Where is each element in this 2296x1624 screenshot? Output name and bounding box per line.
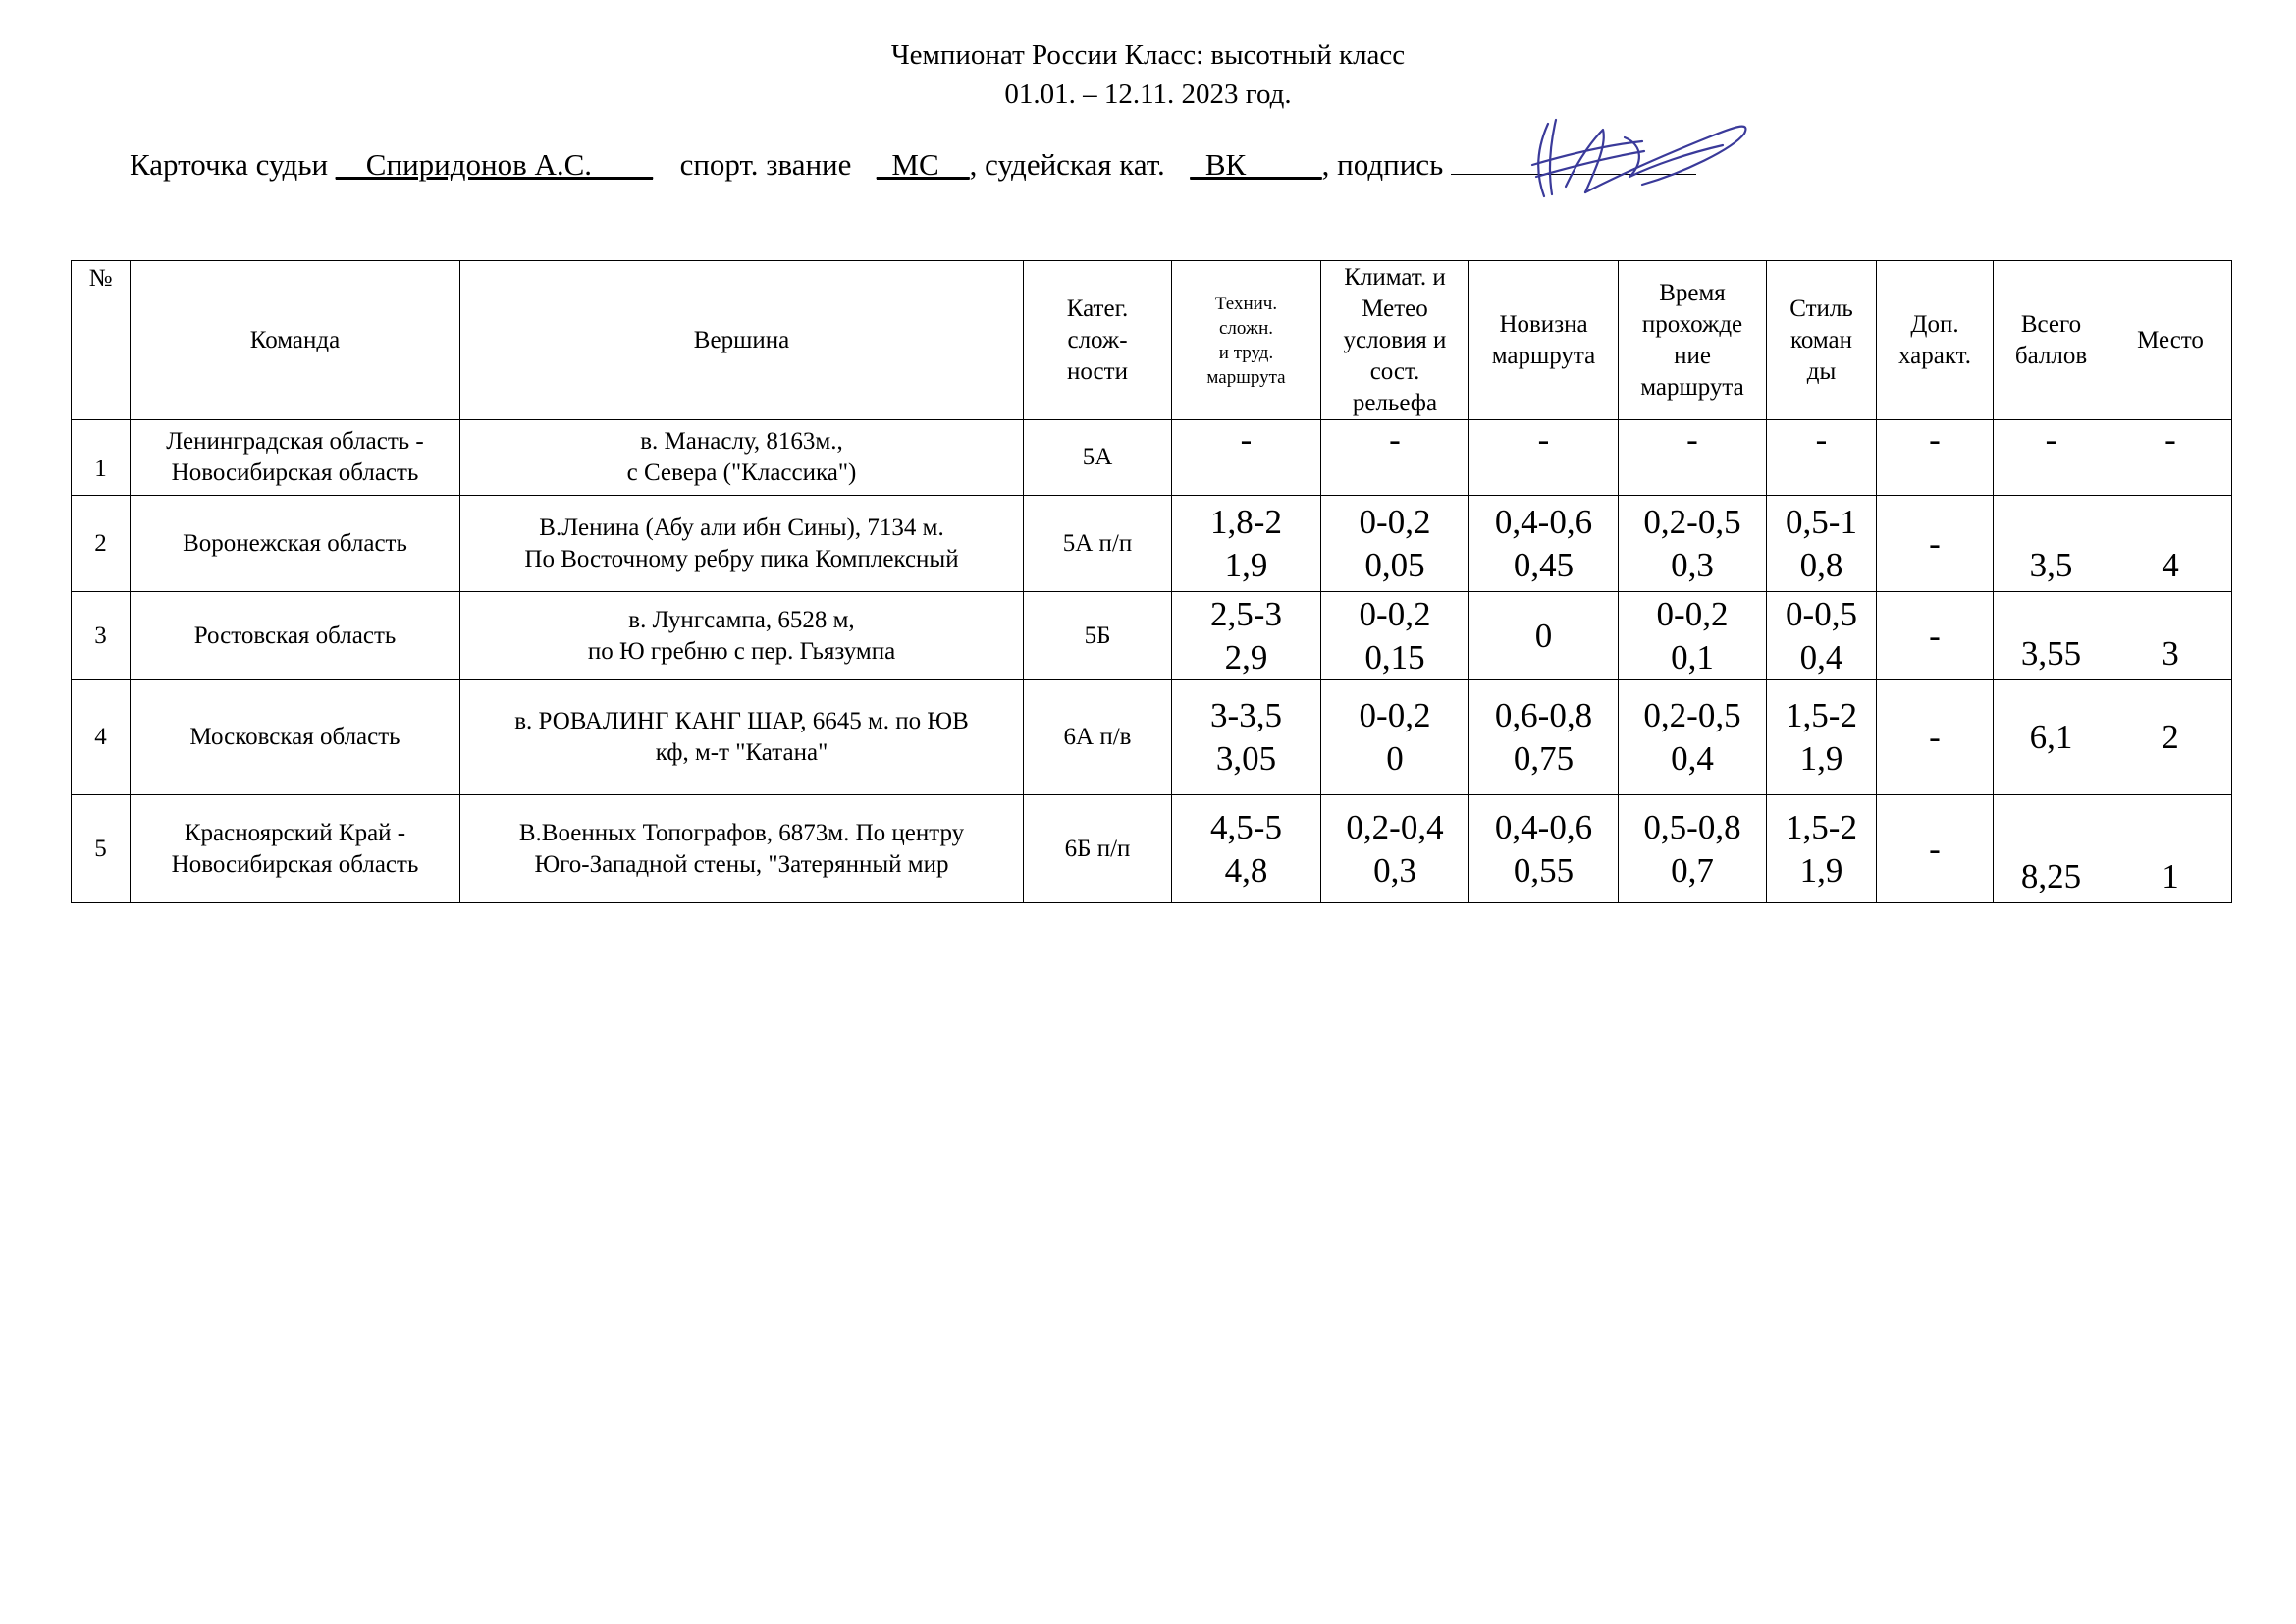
row-num: 2 bbox=[72, 496, 131, 592]
row-category: 6Б п/п bbox=[1024, 795, 1172, 903]
row-style: 1,5-2 1,9 bbox=[1767, 795, 1877, 903]
row-climate: 0,2-0,4 0,3 bbox=[1321, 795, 1469, 903]
row-climate: 0-0,2 0,15 bbox=[1321, 592, 1469, 680]
title-line-2: 01.01. – 12.11. 2023 год. bbox=[1004, 79, 1292, 110]
row-total: 3,55 bbox=[1994, 592, 2109, 680]
row-time: 0,5-0,8 0,7 bbox=[1619, 795, 1767, 903]
row-extra: - bbox=[1877, 795, 1994, 903]
row-place: 1 bbox=[2109, 795, 2232, 903]
row-team: Московская область bbox=[131, 680, 460, 795]
row-novelty: - bbox=[1469, 420, 1619, 496]
table-header-row bbox=[72, 261, 2232, 420]
header-total: Всего баллов bbox=[1994, 261, 2109, 420]
title-line-1: Чемпионат России Класс: высотный класс bbox=[890, 39, 1406, 71]
sport-rank-label: спорт. звание bbox=[679, 147, 852, 182]
judge-info-line bbox=[130, 145, 1696, 185]
row-total: 3,5 bbox=[1994, 496, 2109, 592]
row-novelty: 0,4-0,6 0,55 bbox=[1469, 795, 1619, 903]
row-peak: В.Военных Топографов, 6873м. По центру Юго-Западной стены, "Затерянный мир bbox=[460, 795, 1024, 903]
header-style: Стиль коман ды bbox=[1767, 261, 1877, 420]
row-team: Ростовская область bbox=[131, 592, 460, 680]
row-peak: в. РОВАЛИНГ КАНГ ШАР, 6645 м. по ЮВ кф, м-т "Катана" bbox=[460, 680, 1024, 795]
row-climate: 0-0,2 0,05 bbox=[1321, 496, 1469, 592]
sport-rank-value: _МС__ bbox=[876, 147, 970, 182]
header-category: Катег. слож- ности bbox=[1024, 261, 1172, 420]
row-extra: - bbox=[1877, 592, 1994, 680]
row-style: 0,5-1 0,8 bbox=[1767, 496, 1877, 592]
table-row bbox=[72, 496, 2232, 592]
row-extra: - bbox=[1877, 680, 1994, 795]
row-team: Воронежская область bbox=[131, 496, 460, 592]
table-row bbox=[72, 795, 2232, 903]
header-novelty: Новизна маршрута bbox=[1469, 261, 1619, 420]
row-category: 5А bbox=[1024, 420, 1172, 496]
header-place: Место bbox=[2109, 261, 2232, 420]
signature-label: , подпись bbox=[1321, 147, 1444, 182]
table-row bbox=[72, 680, 2232, 795]
header-team: Команда bbox=[131, 261, 460, 420]
row-novelty: 0,4-0,6 0,45 bbox=[1469, 496, 1619, 592]
row-technical: 4,5-5 4,8 bbox=[1172, 795, 1321, 903]
row-extra: - bbox=[1877, 420, 1994, 496]
row-total: 6,1 bbox=[1994, 680, 2109, 795]
row-technical: 3-3,5 3,05 bbox=[1172, 680, 1321, 795]
row-team: Красноярский Край - Новосибирская область bbox=[131, 795, 460, 903]
judge-category-label: , судейская кат. bbox=[969, 147, 1165, 182]
row-place: - bbox=[2109, 420, 2232, 496]
row-time: 0-0,2 0,1 bbox=[1619, 592, 1767, 680]
judge-card-label: Карточка судьи bbox=[130, 147, 329, 182]
row-style: - bbox=[1767, 420, 1877, 496]
row-category: 5Б bbox=[1024, 592, 1172, 680]
row-num: 1 bbox=[72, 420, 131, 496]
row-style: 1,5-2 1,9 bbox=[1767, 680, 1877, 795]
document-title bbox=[0, 35, 2296, 114]
judge-category-value: _ВК_____ bbox=[1190, 147, 1322, 182]
row-technical: - bbox=[1172, 420, 1321, 496]
row-novelty: 0 bbox=[1469, 592, 1619, 680]
row-climate: 0-0,2 0 bbox=[1321, 680, 1469, 795]
row-peak: в. Манаслу, 8163м., с Севера ("Классика") bbox=[460, 420, 1024, 496]
header-num: № bbox=[72, 261, 131, 420]
table-row bbox=[72, 420, 2232, 496]
row-time: - bbox=[1619, 420, 1767, 496]
row-peak: в. Лунгсампа, 6528 м, по Ю гребню с пер. Гьязумпа bbox=[460, 592, 1024, 680]
row-num: 5 bbox=[72, 795, 131, 903]
row-style: 0-0,5 0,4 bbox=[1767, 592, 1877, 680]
row-technical: 2,5-3 2,9 bbox=[1172, 592, 1321, 680]
row-time: 0,2-0,5 0,4 bbox=[1619, 680, 1767, 795]
header-technical: Технич. сложн. и труд. маршрута bbox=[1172, 261, 1321, 420]
header-time: Время прохожде ние маршрута bbox=[1619, 261, 1767, 420]
row-num: 4 bbox=[72, 680, 131, 795]
row-place: 2 bbox=[2109, 680, 2232, 795]
row-novelty: 0,6-0,8 0,75 bbox=[1469, 680, 1619, 795]
row-total: - bbox=[1994, 420, 2109, 496]
row-num: 3 bbox=[72, 592, 131, 680]
row-extra: - bbox=[1877, 496, 1994, 592]
scores-table bbox=[71, 260, 2232, 903]
signature-image bbox=[1526, 116, 1762, 204]
row-place: 4 bbox=[2109, 496, 2232, 592]
table-row bbox=[72, 592, 2232, 680]
row-category: 6А п/в bbox=[1024, 680, 1172, 795]
row-technical: 1,8-2 1,9 bbox=[1172, 496, 1321, 592]
row-category: 5А п/п bbox=[1024, 496, 1172, 592]
header-peak: Вершина bbox=[460, 261, 1024, 420]
header-climate: Климат. и Метео условия и сост. рельефа bbox=[1321, 261, 1469, 420]
row-total: 8,25 bbox=[1994, 795, 2109, 903]
row-climate: - bbox=[1321, 420, 1469, 496]
header-extra: Доп. характ. bbox=[1877, 261, 1994, 420]
row-peak: В.Ленина (Абу али ибн Сины), 7134 м. По Восточному ребру пика Комплексный bbox=[460, 496, 1024, 592]
row-time: 0,2-0,5 0,3 bbox=[1619, 496, 1767, 592]
judge-name: __Спиридонов А.С.____ bbox=[335, 147, 654, 182]
row-place: 3 bbox=[2109, 592, 2232, 680]
row-team: Ленинградская область - Новосибирская область bbox=[131, 420, 460, 496]
